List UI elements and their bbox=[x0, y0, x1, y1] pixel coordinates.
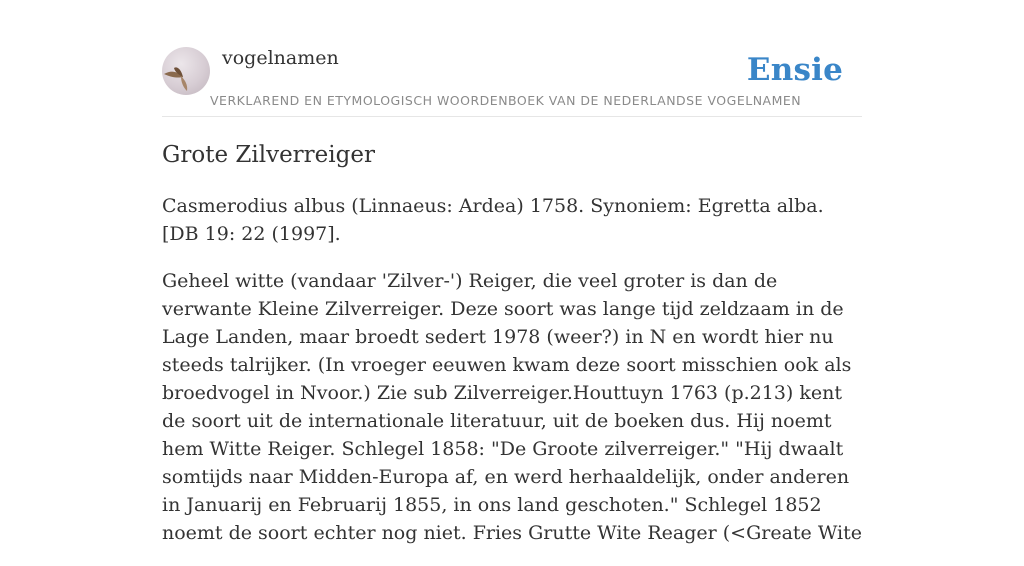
bird-avatar-icon[interactable] bbox=[162, 47, 210, 95]
bird-silhouette-icon bbox=[162, 47, 210, 95]
entry-body bbox=[162, 192, 862, 566]
entry-paragraph-taxonomy: Casmerodius albus (Linnaeus: Ardea) 1758. Synoniem: Egretta alba. [DB 19: 22 (1997]. bbox=[162, 195, 824, 245]
site-header bbox=[162, 0, 862, 117]
page-container bbox=[162, 0, 862, 544]
entry-title: Grote Zilverreiger bbox=[162, 142, 375, 168]
entry-paragraph-description: Geheel witte (vandaar 'Zilver-') Reiger, die veel groter is dan de verwante Kleine Zilverreiger. Deze soort was lange tijd zeldzaam in de Lage Landen, maar broedt sedert 1978 (weer?) in N en wordt hier nu steeds talrijker. (In vroeger eeuwen kwam deze soort misschien ook als broedvogel in Nvoor.) Zie sub Zilverreiger.Houttuyn 1763 (p.213) kent de soort uit de internationale literatuur, uit de boeken dus. Hij noemt hem Witte Reiger. Schlegel 1858: "De Groote zilverreiger." "Hij dwaalt somtijds naar Midden-Europa af, en werd herhaaldelijk, onder anderen in Januarij en Februarij 1855, in ons land geschoten." Schlegel 1852 noemt de soort echter nog niet. Fries Grutte Wite Reager (<Greate Wite bbox=[162, 270, 862, 544]
site-subtitle: VERKLAREND EN ETYMOLOGISCH WOORDENBOEK VAN DE NEDERLANDSE VOGELNAMEN bbox=[210, 93, 802, 108]
ensie-logo[interactable]: Ensie bbox=[746, 52, 843, 88]
site-name-link[interactable]: vogelnamen bbox=[222, 47, 339, 69]
